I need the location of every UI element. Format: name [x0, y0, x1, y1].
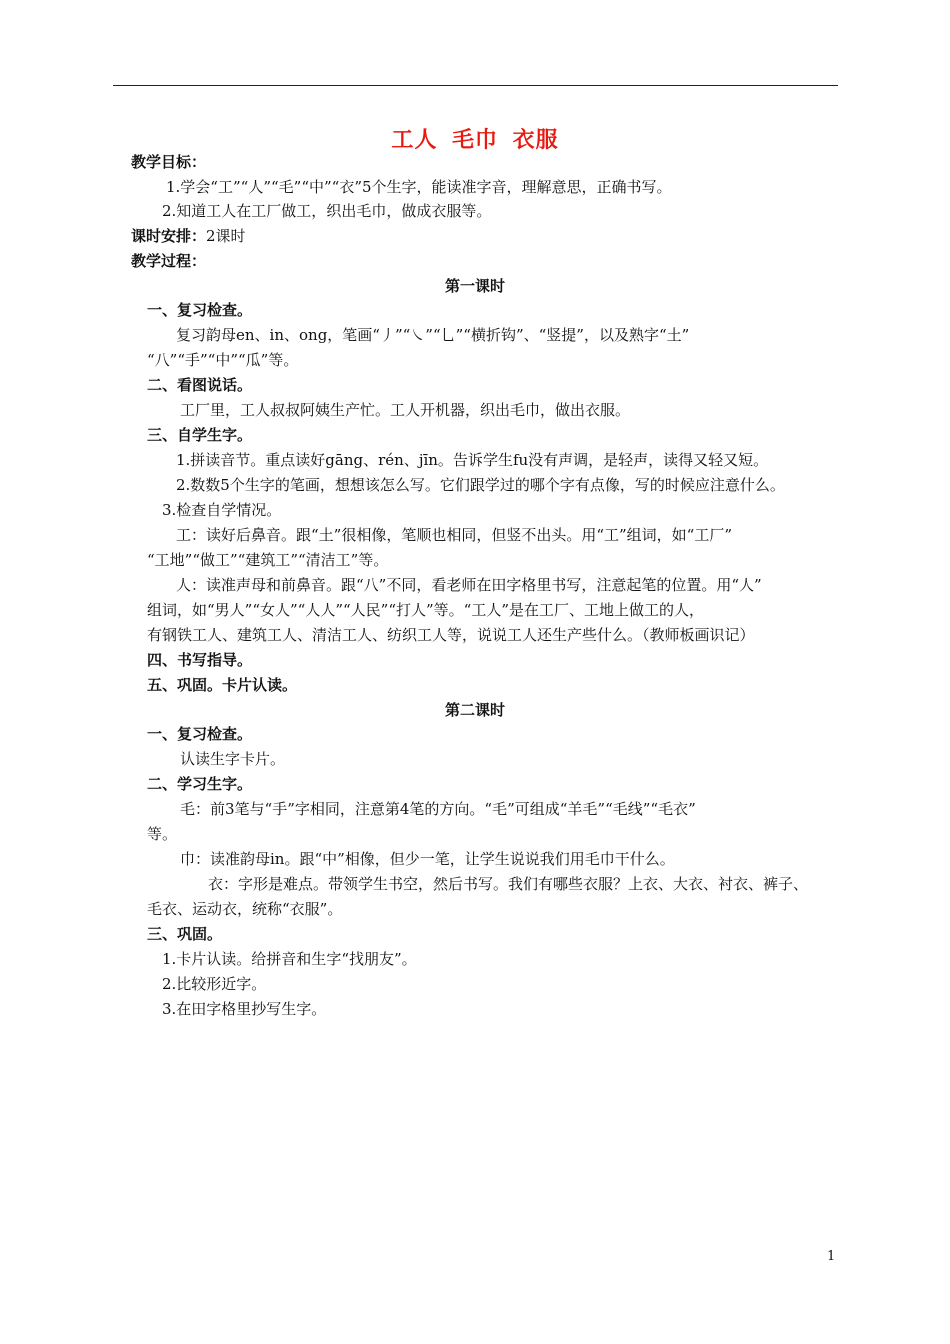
- lesson1-step-3: 三、自学生字。: [147, 426, 253, 444]
- paragraph: “八”“手”“中”“瓜”等。: [147, 351, 299, 369]
- document-title: 工人 毛巾 衣服: [391, 128, 559, 153]
- paragraph: 工厂里，工人叔叔阿姨生产忙。工人开机器，织出毛巾，做出衣服。: [180, 401, 631, 419]
- lesson2-step-2: 二、学习生字。: [147, 775, 253, 793]
- paragraph: “工地”“做工”“建筑工”“清洁工”等。: [147, 551, 389, 569]
- section-heading-process: 教学过程：: [131, 252, 207, 270]
- paragraph: 3.检查自学情况。: [162, 501, 282, 519]
- paragraph: 3.在田字格里抄写生字。: [162, 1000, 327, 1018]
- page-number: 1: [827, 1249, 836, 1264]
- paragraph: 有钢铁工人、建筑工人、清洁工人、纺织工人等，说说工人还生产些什么。（教师板画识记）: [147, 626, 755, 644]
- paragraph: 认读生字卡片。: [180, 750, 286, 768]
- paragraph: 等。: [147, 825, 178, 843]
- section-heading-goals: 教学目标：: [131, 153, 207, 171]
- paragraph: 巾：读准韵母in。跟“中”相像，但少一笔，让学生说说我们用毛巾干什么。: [180, 850, 675, 868]
- lesson2-step-3: 三、巩固。: [147, 925, 223, 943]
- paragraph: 毛衣、运动衣，统称“衣服”。: [147, 900, 343, 918]
- goal-item-2: 2.知道工人在工厂做工，织出毛巾，做成衣服等。: [162, 202, 492, 220]
- paragraph: 1.拼读音节。重点读好gāng、rén、jīn。告诉学生fu没有声调，是轻声，读得又轻又短。: [176, 451, 769, 469]
- goal-item-1: 1.学会“工”“人”“毛”“中”“衣”5个生字，能读准字音，理解意思，正确书写。: [166, 178, 672, 196]
- paragraph: 2.比较形近字。: [162, 975, 267, 993]
- paragraph: 组词，如“男人”“女人”“人人”“人民”“打人”等。“工人”是在工厂、工地上做工的人，: [147, 601, 705, 619]
- lesson2-step-1: 一、复习检查。: [147, 725, 253, 743]
- paragraph: 人：读准声母和前鼻音。跟“八”不同，看老师在田字格里书写，注意起笔的位置。用“人”: [176, 576, 762, 594]
- paragraph: 复习韵母en、in、ong，笔画“丿”“㇏”“乚”“横折钩”、“竖提”，以及熟字“土”: [176, 326, 690, 344]
- lesson1-step-2: 二、看图说话。: [147, 376, 253, 394]
- lesson1-step-5: 五、巩固。卡片认读。: [147, 676, 298, 694]
- schedule-line: [131, 226, 246, 246]
- schedule-label: 课时安排：: [131, 227, 207, 245]
- paragraph: 1.卡片认读。给拼音和生字“找朋友”。: [162, 950, 417, 968]
- lesson1-step-4: 四、书写指导。: [147, 651, 253, 669]
- paragraph: 衣：字形是难点。带领学生书空，然后书写。我们有哪些衣服？上衣、大衣、衬衣、裤子、: [208, 875, 809, 893]
- lesson-2-heading: 第二课时: [444, 701, 505, 719]
- lesson1-step-1: 一、复习检查。: [147, 301, 253, 319]
- lesson-1-heading: 第一课时: [444, 277, 505, 295]
- paragraph: 工：读好后鼻音。跟“土”很相像，笔顺也相同，但竖不出头。用“工”组词，如“工厂”: [176, 526, 733, 544]
- header-rule: [113, 85, 838, 86]
- paragraph: 2.数数5个生字的笔画，想想该怎么写。它们跟学过的哪个字有点像，写的时候应注意什么。: [176, 476, 785, 494]
- paragraph: 毛：前3笔与“手”字相同，注意第4笔的方向。“毛”可组成“羊毛”“毛线”“毛衣”: [180, 800, 696, 818]
- schedule-value: 2课时: [206, 227, 246, 245]
